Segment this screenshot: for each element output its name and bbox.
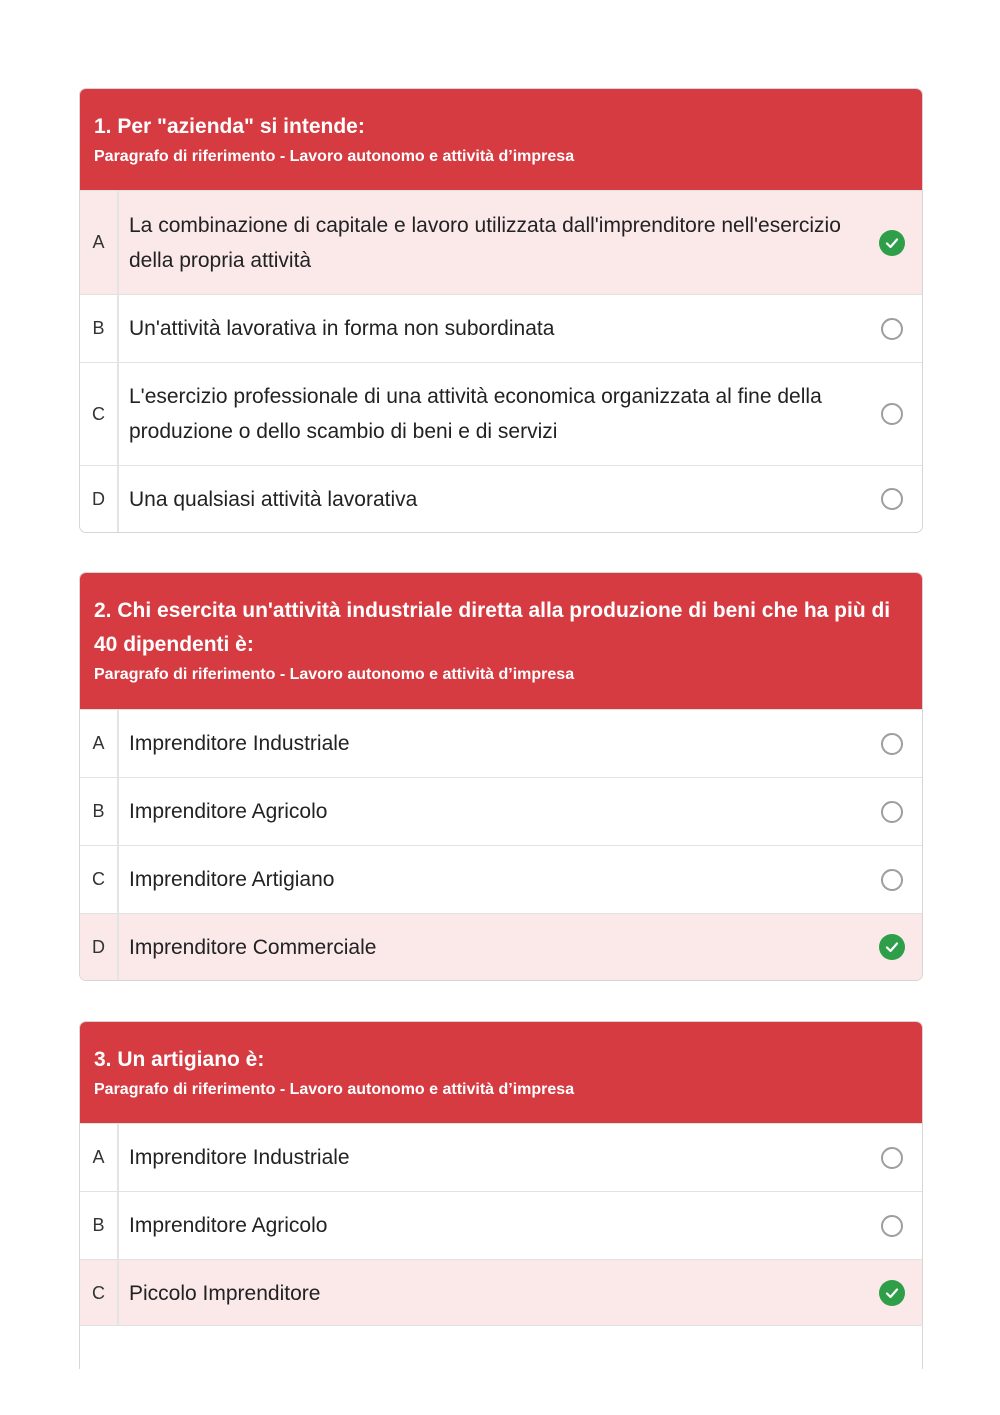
answer-letter: A xyxy=(80,191,119,294)
question-card-2 xyxy=(79,572,923,981)
question-header xyxy=(80,573,922,709)
radio-empty-icon[interactable] xyxy=(881,403,903,425)
answer-row[interactable] xyxy=(80,845,922,913)
answer-text: L'esercizio professionale di una attività economica organizzata al fine della produzione o dello scambio di beni e di servizi xyxy=(129,385,822,443)
question-card-3 xyxy=(79,1021,923,1326)
question-title: 2. Chi esercita un'attività industriale diretta alla produzione di beni che ha più di 40 dipendenti è: xyxy=(94,599,891,656)
answer-text: La combinazione di capitale e lavoro utilizzata dall'imprenditore nell'esercizio della propria attività xyxy=(129,213,841,272)
answer-row[interactable] xyxy=(80,294,922,362)
question-reference: Paragrafo di riferimento - Lavoro autonomo e attività d’impresa xyxy=(94,1080,575,1098)
answer-row[interactable] xyxy=(80,913,922,980)
question-card-1 xyxy=(79,88,923,533)
answer-letter: C xyxy=(80,1260,119,1326)
answer-row[interactable] xyxy=(80,1191,922,1259)
question-title: 1. Per "azienda" si intende: xyxy=(94,114,365,138)
radio-empty-icon[interactable] xyxy=(881,1215,903,1237)
answer-row[interactable] xyxy=(80,1123,922,1191)
radio-empty-icon[interactable] xyxy=(881,733,903,755)
answer-text: Imprenditore Industriale xyxy=(129,732,350,755)
answer-row[interactable] xyxy=(80,1259,922,1326)
radio-empty-icon[interactable] xyxy=(881,801,903,823)
question-reference: Paragrafo di riferimento - Lavoro autonomo e attività d’impresa xyxy=(94,147,575,165)
answer-row[interactable] xyxy=(80,777,922,845)
answer-row-cutoff xyxy=(79,1325,923,1369)
answer-letter: A xyxy=(80,710,119,777)
question-header xyxy=(80,1022,922,1123)
radio-empty-icon[interactable] xyxy=(881,318,903,340)
answer-letter: C xyxy=(80,846,119,913)
check-circle-icon xyxy=(879,934,905,960)
answer-letter: C xyxy=(80,363,119,465)
answer-row[interactable] xyxy=(80,362,922,465)
answer-row[interactable] xyxy=(80,190,922,294)
answer-letter: B xyxy=(80,778,119,845)
answer-text: Piccolo Imprenditore xyxy=(129,1281,321,1305)
answer-text: Imprenditore Commerciale xyxy=(129,935,377,959)
answer-text: Una qualsiasi attività lavorativa xyxy=(129,487,418,511)
radio-empty-icon[interactable] xyxy=(881,488,903,510)
answer-letter: A xyxy=(80,1124,119,1191)
question-header xyxy=(80,89,922,190)
question-reference: Paragrafo di riferimento - Lavoro autonomo e attività d’impresa xyxy=(94,666,575,683)
answer-letter: D xyxy=(80,466,119,532)
check-circle-icon xyxy=(879,230,905,256)
answer-text: Imprenditore Artigiano xyxy=(129,868,335,891)
answer-row[interactable] xyxy=(80,465,922,532)
answer-letter: B xyxy=(80,295,119,362)
question-title: 3. Un artigiano è: xyxy=(94,1047,265,1071)
answer-text: Imprenditore Agricolo xyxy=(129,1214,328,1237)
radio-empty-icon[interactable] xyxy=(881,1147,903,1169)
answer-text: Imprenditore Industriale xyxy=(129,1146,350,1169)
answer-text: Un'attività lavorativa in forma non subordinata xyxy=(129,317,555,340)
answer-text: Imprenditore Agricolo xyxy=(129,800,328,823)
radio-empty-icon[interactable] xyxy=(881,869,903,891)
answer-letter: D xyxy=(80,914,119,980)
answer-row[interactable] xyxy=(80,709,922,777)
check-circle-icon xyxy=(879,1280,905,1306)
answer-letter: B xyxy=(80,1192,119,1259)
